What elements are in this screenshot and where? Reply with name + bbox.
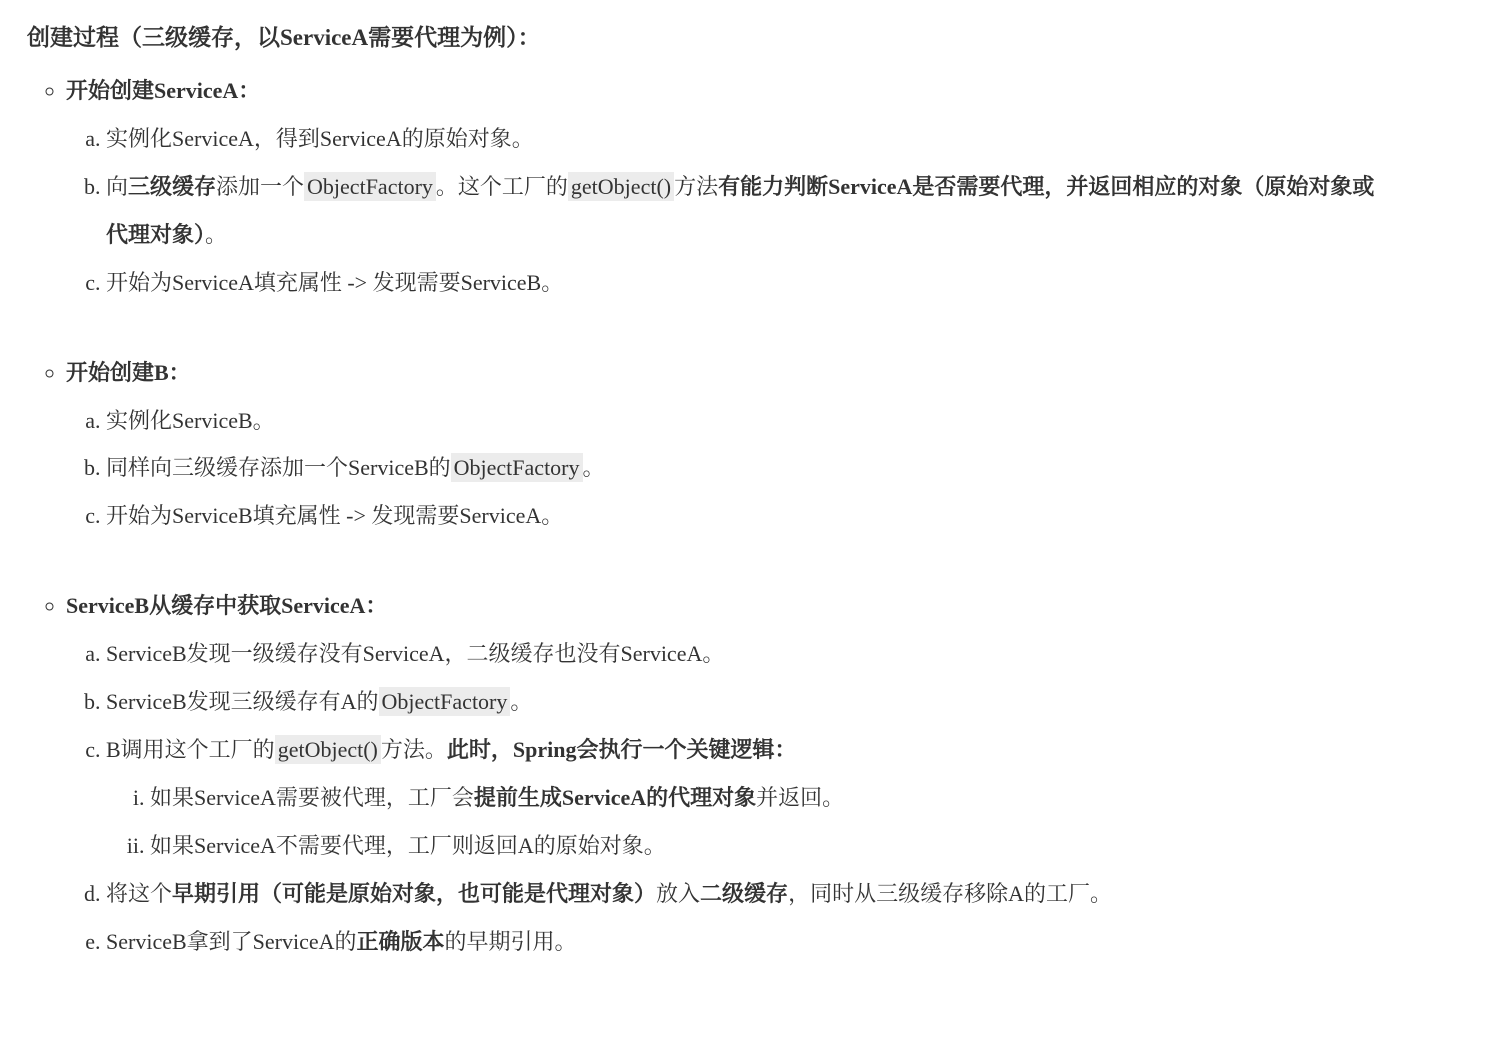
list-item <box>106 397 1395 445</box>
text-run: 。 <box>510 689 533 715</box>
group-title <box>66 593 387 618</box>
inline-code: getObject() <box>275 735 381 764</box>
text-run: B调用这个工厂的 <box>106 737 275 763</box>
bold-text: 此时，Spring会执行一个关键逻辑： <box>446 737 797 763</box>
group-title <box>66 78 260 103</box>
list-item <box>106 115 1395 163</box>
inline-code: getObject() <box>568 172 674 201</box>
list-item <box>150 774 1395 822</box>
steps-list <box>66 397 1395 541</box>
text-run: ServiceB发现三级缓存有A的 <box>106 689 379 715</box>
list-item <box>106 726 1395 870</box>
list-item <box>106 492 1395 540</box>
text-run: 开始为ServiceA填充属性 -> 发现需要ServiceB。 <box>106 269 564 295</box>
list-item <box>106 163 1395 259</box>
bold-text: 二级缓存 <box>700 881 789 907</box>
list-item <box>106 444 1395 492</box>
text-run: 。 <box>205 221 228 247</box>
list-item <box>106 918 1395 966</box>
bold-text: 有能力判断ServiceA是否需要代理，并返回相应的对象（原始对象或代理对象） <box>106 173 1375 247</box>
text-run: 将这个 <box>106 881 173 907</box>
text-run: 开始为ServiceB填充属性 -> 发现需要ServiceA。 <box>106 503 564 529</box>
text-run: 实例化ServiceA，得到ServiceA的原始对象。 <box>106 125 534 151</box>
inline-code: ObjectFactory <box>304 172 436 201</box>
bold-text: 三级缓存 <box>128 173 217 199</box>
text-run: 方法 <box>674 173 719 199</box>
text-run: 的早期引用。 <box>444 929 577 955</box>
list-item <box>106 870 1395 918</box>
text-run: ServiceB发现一级缓存没有ServiceA，二级缓存也没有ServiceA。 <box>106 641 725 667</box>
bold-text: 早期引用（可能是原始对象，也可能是代理对象） <box>172 881 657 907</box>
inline-code: ObjectFactory <box>451 453 583 482</box>
list-item-create-service-b <box>66 349 1395 541</box>
text-run: 添加一个 <box>216 173 305 199</box>
text-run: 实例化ServiceB。 <box>106 407 275 433</box>
steps-list <box>66 115 1395 307</box>
sub-steps-list <box>106 774 1395 870</box>
steps-list <box>66 630 1395 966</box>
text-run: 如果ServiceA不需要代理，工厂则返回A的原始对象。 <box>150 833 666 859</box>
list-item-text <box>106 735 796 764</box>
group-title <box>66 360 191 385</box>
list-item <box>106 678 1395 726</box>
list-item-b-gets-a-from-cache <box>66 582 1395 966</box>
bold-text: 创建过程（三级缓存，以ServiceA需要代理为例）： <box>27 25 541 50</box>
text-run: 放入 <box>656 881 701 907</box>
text-run: 同样向三级缓存添加一个ServiceB的 <box>106 455 451 481</box>
text-run: ServiceB拿到了ServiceA的 <box>106 929 357 955</box>
list-item-create-service-a <box>66 67 1395 307</box>
page-title <box>27 20 1395 57</box>
bold-text: 开始创建ServiceA： <box>66 77 261 103</box>
text-run: 如果ServiceA需要被代理，工厂会 <box>150 785 474 811</box>
text-run: 。这个工厂的 <box>435 173 568 199</box>
text-run: 方法。 <box>380 737 447 763</box>
list-item <box>150 822 1395 870</box>
bold-text: ServiceB从缓存中获取ServiceA： <box>66 593 388 619</box>
text-run: 向 <box>106 173 129 199</box>
text-run: 。 <box>582 455 605 481</box>
list-item <box>106 259 1395 307</box>
list-item <box>106 630 1395 678</box>
text-run: ，同时从三级缓存移除A的工厂。 <box>788 881 1112 907</box>
outline-list <box>27 67 1395 966</box>
bold-text: 正确版本 <box>356 929 445 955</box>
bold-text: 提前生成ServiceA的代理对象 <box>473 785 757 811</box>
inline-code: ObjectFactory <box>379 687 511 716</box>
bold-text: 开始创建B： <box>66 359 191 385</box>
text-run: 并返回。 <box>756 785 845 811</box>
